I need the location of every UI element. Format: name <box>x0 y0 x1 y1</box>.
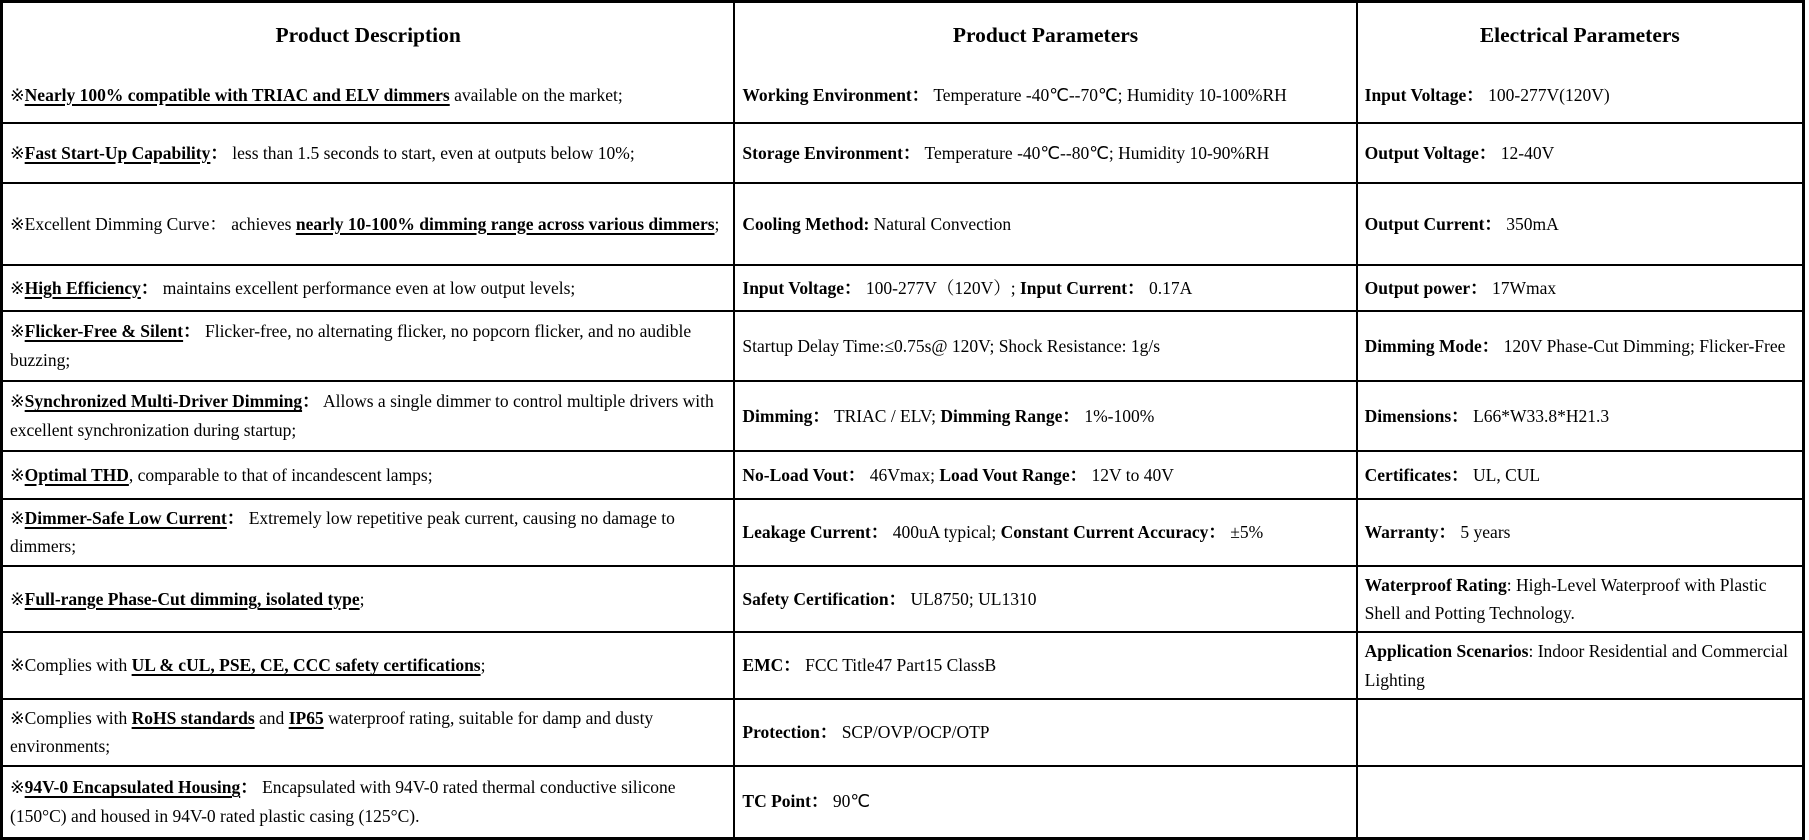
cell-electrical-parameter: Dimensions： L66*W33.8*H21.3 <box>1364 405 1610 426</box>
table-row <box>3 310 1802 380</box>
cell-product-description: ※Full-range Phase-Cut dimming, isolated type; <box>10 588 365 609</box>
cell-product-parameter: Working Environment： Temperature -40℃--70℃; Humidity 10-100%RH <box>733 68 1357 122</box>
cell-product-parameter: No-Load Vout： 46Vmax; Load Vout Range： 12V to 40V <box>733 452 1357 498</box>
table-row <box>3 380 1802 450</box>
cell-electrical-parameter: Certificates： UL, CUL <box>1364 464 1541 485</box>
cell-product-description: ※Flicker-Free & Silent： Flicker-free, no alternating flicker, no popcorn flicker, and no audible buzzing; <box>10 321 692 370</box>
cell-product-parameter: EMC： FCC Title47 Part15 ClassB <box>733 633 1357 698</box>
cell-product-parameter: Leakage Current： 400uA typical; Constant Current Accuracy： ±5% <box>733 500 1357 565</box>
cell-electrical-parameter: Waterproof Rating: High-Level Waterproof with Plastic Shell and Potting Technology. <box>1364 574 1767 623</box>
table-row <box>3 765 1802 837</box>
cell-product-description: ※Complies with RoHS standards and IP65 waterproof rating, suitable for damp and dusty environments; <box>10 707 654 757</box>
cell-product-description: ※Fast Start-Up Capability： less than 1.5 seconds to start, even at outputs below 10%; <box>10 142 635 163</box>
cell-product-parameter: Protection： SCP/OVP/OCP/OTP <box>733 700 1357 765</box>
table-row <box>3 122 1802 182</box>
column-header-electrical-parameters: Electrical Parameters <box>1479 23 1680 47</box>
cell-product-description: ※Nearly 100% compatible with TRIAC and ELV dimmers available on the market; <box>10 84 623 105</box>
cell-product-description: ※94V-0 Encapsulated Housing： Encapsulated with 94V-0 rated thermal conductive silicone (150°C) and housed in 94V-0 rated plastic casing (125°C). <box>10 777 676 826</box>
cell-product-description: ※Complies with UL & cUL, PSE, CE, CCC safety certifications; <box>10 655 486 676</box>
cell-product-parameter: Cooling Method: Natural Convection <box>733 184 1357 264</box>
table-row <box>3 450 1802 498</box>
cell-electrical-parameter: Output Voltage： 12-40V <box>1364 142 1555 163</box>
table-row <box>3 698 1802 765</box>
cell-product-parameter: Dimming： TRIAC / ELV; Dimming Range： 1%-100% <box>733 382 1357 450</box>
table-body <box>3 68 1802 837</box>
table-header-row <box>3 3 1802 68</box>
cell-product-parameter: Storage Environment： Temperature -40℃--80℃; Humidity 10-90%RH <box>733 124 1357 182</box>
table-row <box>3 565 1802 632</box>
cell-electrical-parameter <box>1358 767 1802 837</box>
cell-product-description: ※High Efficiency： maintains excellent performance even at low output levels; <box>10 277 576 298</box>
cell-product-description: ※Optimal THD, comparable to that of incandescent lamps; <box>10 464 433 485</box>
cell-product-parameter: Startup Delay Time:≤0.75s@ 120V; Shock Resistance: 1g/s <box>733 312 1357 380</box>
table-row <box>3 182 1802 264</box>
cell-product-parameter: TC Point： 90℃ <box>733 767 1357 837</box>
table-row <box>3 498 1802 565</box>
table-row <box>3 264 1802 310</box>
cell-product-parameter: Safety Certification： UL8750; UL1310 <box>733 567 1357 632</box>
cell-electrical-parameter: Application Scenarios: Indoor Residential and Commercial Lighting <box>1364 641 1789 690</box>
cell-electrical-parameter: Dimming Mode： 120V Phase-Cut Dimming; Flicker-Free <box>1364 335 1786 356</box>
cell-electrical-parameter: Output power： 17Wmax <box>1364 277 1557 298</box>
cell-electrical-parameter: Input Voltage： 100-277V(120V) <box>1364 84 1610 105</box>
table-row <box>3 631 1802 698</box>
cell-product-description: ※Dimmer-Safe Low Current： Extremely low repetitive peak current, causing no damage to dimmers; <box>10 507 675 557</box>
column-header-product-description: Product Description <box>275 23 461 47</box>
cell-electrical-parameter: Warranty： 5 years <box>1364 522 1511 542</box>
cell-electrical-parameter <box>1358 700 1802 765</box>
cell-product-description: ※Excellent Dimming Curve： achieves nearly 10-100% dimming range across various dimmers; <box>10 213 720 234</box>
cell-product-description: ※Synchronized Multi-Driver Dimming： Allows a single dimmer to control multiple drivers with excellent synchronization during startup; <box>10 391 714 440</box>
column-header-product-parameters: Product Parameters <box>733 3 1357 68</box>
cell-electrical-parameter: Output Current： 350mA <box>1364 213 1559 234</box>
table-row <box>3 68 1802 122</box>
cell-product-parameter: Input Voltage： 100-277V（120V）; Input Current： 0.17A <box>733 266 1357 310</box>
